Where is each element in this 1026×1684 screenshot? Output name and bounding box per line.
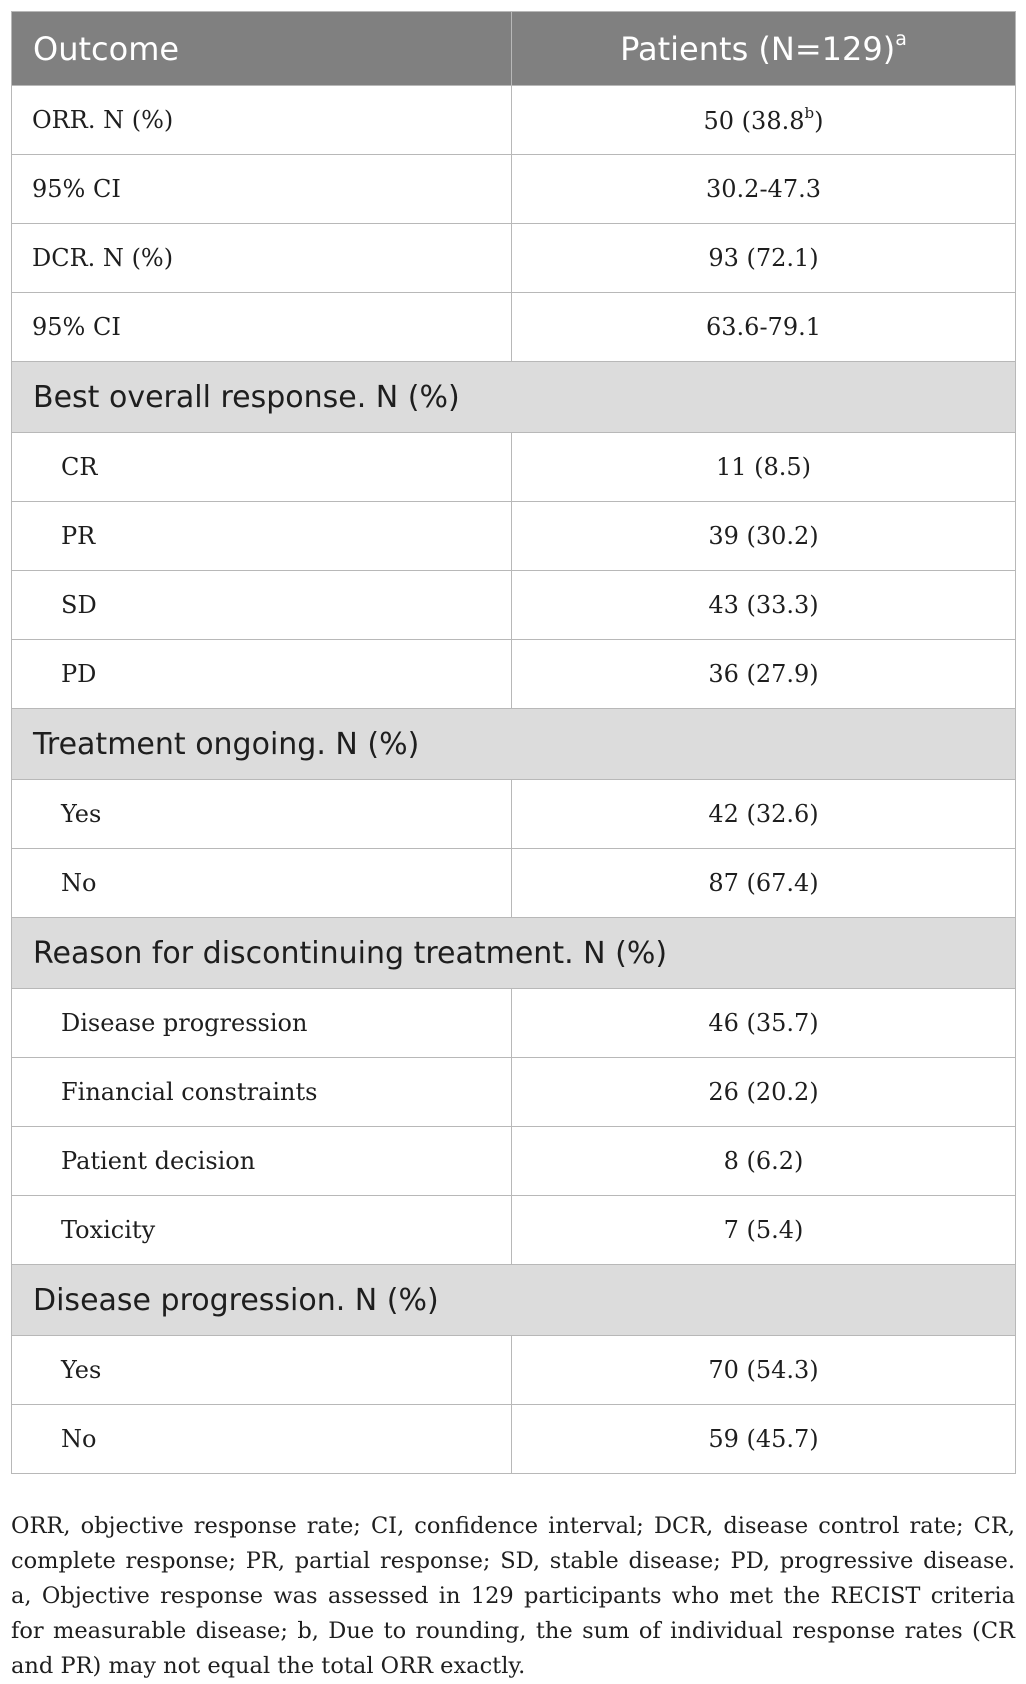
orr-value-close: ) (814, 106, 824, 135)
section-title: Disease progression. N (%) (12, 1265, 1016, 1336)
row-label: ORR. N (%) (12, 86, 512, 155)
table-row-orr (12, 86, 1016, 155)
row-label: SD (12, 571, 512, 640)
table-row (12, 849, 1016, 918)
row-label: Patient decision (12, 1127, 512, 1196)
row-label: Toxicity (12, 1196, 512, 1265)
outcomes-table-container (11, 11, 1015, 1474)
table-row (12, 1058, 1016, 1127)
section-header-treatment-ongoing (12, 709, 1016, 780)
row-value: 42 (32.6) (512, 780, 1016, 849)
row-label: 95% CI (12, 293, 512, 362)
section-title: Reason for discontinuing treatment. N (%) (12, 918, 1016, 989)
header-patients (512, 12, 1016, 86)
row-label: Financial constraints (12, 1058, 512, 1127)
row-value: 59 (45.7) (512, 1405, 1016, 1474)
table-row (12, 1336, 1016, 1405)
orr-value: 50 (38.8 (703, 106, 805, 135)
row-value: 87 (67.4) (512, 849, 1016, 918)
table-row (12, 502, 1016, 571)
row-label: No (12, 849, 512, 918)
row-value: 70 (54.3) (512, 1336, 1016, 1405)
table-row (12, 640, 1016, 709)
table-row (12, 780, 1016, 849)
table-row-dcr (12, 224, 1016, 293)
header-patients-label: Patients (N=129) (620, 29, 896, 68)
table-footnote: ORR, objective response rate; CI, confidence interval; DCR, disease control rate; CR, complete response; PR, partial response; SD, stable disease; PD, progressive disease. a, Objective response was assessed in 129 participants who met the RECIST criteria for measurable disease; b, Due to rounding, the sum of individual response rates (CR and PR) may not equal the total ORR exactly. (11, 1512, 1015, 1679)
row-label: No (12, 1405, 512, 1474)
row-label: 95% CI (12, 155, 512, 224)
section-title: Best overall response. N (%) (12, 362, 1016, 433)
table-row-orr-ci (12, 155, 1016, 224)
table-row (12, 989, 1016, 1058)
section-header-best-overall-response (12, 362, 1016, 433)
row-label: Yes (12, 780, 512, 849)
row-label: Disease progression (12, 989, 512, 1058)
row-label: Yes (12, 1336, 512, 1405)
outcomes-table (11, 11, 1016, 1474)
row-value: 11 (8.5) (512, 433, 1016, 502)
row-value: 30.2-47.3 (512, 155, 1016, 224)
row-value: 93 (72.1) (512, 224, 1016, 293)
row-value: 39 (30.2) (512, 502, 1016, 571)
row-value (512, 86, 1016, 155)
row-value: 8 (6.2) (512, 1127, 1016, 1196)
table-row-dcr-ci (12, 293, 1016, 362)
section-title: Treatment ongoing. N (%) (12, 709, 1016, 780)
orr-footnote-mark: b (804, 103, 815, 122)
row-label: PD (12, 640, 512, 709)
row-value: 43 (33.3) (512, 571, 1016, 640)
row-label: CR (12, 433, 512, 502)
table-row (12, 1405, 1016, 1474)
row-value: 63.6-79.1 (512, 293, 1016, 362)
row-value: 26 (20.2) (512, 1058, 1016, 1127)
table-row (12, 1127, 1016, 1196)
table-row (12, 433, 1016, 502)
header-outcome: Outcome (12, 12, 512, 86)
table-header-row (12, 12, 1016, 86)
section-header-reason-discontinuing (12, 918, 1016, 989)
table-row (12, 1196, 1016, 1265)
row-value: 7 (5.4) (512, 1196, 1016, 1265)
header-patients-footnote-mark: a (895, 27, 907, 50)
row-label: DCR. N (%) (12, 224, 512, 293)
row-value: 36 (27.9) (512, 640, 1016, 709)
row-value: 46 (35.7) (512, 989, 1016, 1058)
row-label: PR (12, 502, 512, 571)
table-row (12, 571, 1016, 640)
section-header-disease-progression (12, 1265, 1016, 1336)
